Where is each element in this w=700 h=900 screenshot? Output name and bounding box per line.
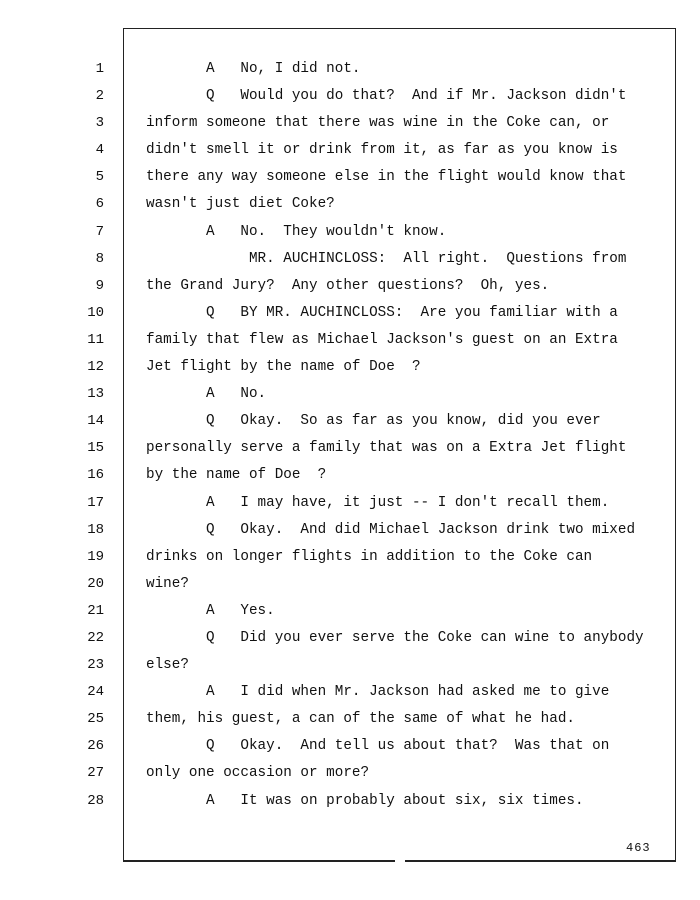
line-number: 13: [87, 386, 104, 403]
transcript-line: A Yes.: [146, 602, 275, 619]
transcript-line: Q BY MR. AUCHINCLOSS: Are you familiar with a: [146, 304, 618, 321]
line-number: 17: [87, 494, 104, 511]
transcript-line: Q Okay. And tell us about that? Was that on: [146, 738, 610, 755]
line-number: 19: [87, 548, 104, 565]
transcript-line: the Grand Jury? Any other questions? Oh, yes.: [146, 277, 550, 294]
line-number: 20: [87, 575, 104, 592]
transcript-body: [146, 56, 666, 815]
line-number: 6: [95, 196, 104, 213]
transcript-line: Q Okay. And did Michael Jackson drink two mixed: [146, 521, 636, 538]
line-number: 23: [87, 657, 104, 674]
transcript-line: Q Would you do that? And if Mr. Jackson didn't: [146, 88, 627, 105]
line-number: 3: [95, 115, 104, 132]
transcript-line: there any way someone else in the flight would know that: [146, 169, 627, 186]
transcript-line: A No, I did not.: [146, 61, 361, 77]
transcript-line: wasn't just diet Coke?: [146, 196, 335, 213]
line-number: 2: [95, 88, 104, 105]
line-number: 12: [87, 359, 104, 376]
transcript-line: Q Did you ever serve the Coke can wine to anybody: [146, 629, 644, 646]
line-number: 8: [95, 250, 104, 267]
line-number: 26: [87, 738, 104, 755]
transcript-line: personally serve a family that was on a Extra Jet flight: [146, 440, 627, 457]
transcript-line: MR. AUCHINCLOSS: All right. Questions from: [146, 250, 627, 267]
transcript-line: inform someone that there was wine in the Coke can, or: [146, 115, 610, 132]
transcript-line: Jet flight by the name of Doe ?: [146, 359, 421, 376]
line-number: 24: [87, 684, 104, 701]
transcript-line: them, his guest, a can of the same of what he had.: [146, 711, 575, 728]
line-number: 21: [87, 602, 104, 619]
line-number: 16: [87, 467, 104, 484]
line-number-column: [70, 56, 104, 815]
line-number: 14: [87, 413, 104, 430]
transcript-line: by the name of Doe ?: [146, 467, 327, 484]
line-number: 5: [95, 169, 104, 186]
line-number: 27: [87, 765, 104, 782]
line-number: 10: [87, 304, 104, 321]
line-number: 22: [87, 629, 104, 646]
line-number: 28: [87, 792, 104, 809]
transcript-line: A No. They wouldn't know.: [146, 223, 447, 240]
page-number: 463: [626, 841, 651, 855]
bottom-rule-gap: [395, 859, 405, 863]
line-number: 1: [95, 61, 104, 77]
line-number: 25: [87, 711, 104, 728]
transcript-line: family that flew as Michael Jackson's guest on an Extra: [146, 331, 618, 348]
transcript-line: A It was on probably about six, six times.: [146, 792, 584, 809]
line-number: 7: [95, 223, 104, 240]
line-number: 18: [87, 521, 104, 538]
transcript-line: wine?: [146, 575, 189, 592]
line-number: 15: [87, 440, 104, 457]
line-number: 4: [95, 142, 104, 159]
transcript-line: A I may have, it just -- I don't recall them.: [146, 494, 610, 511]
transcript-line: A No.: [146, 386, 267, 403]
transcript-line: else?: [146, 657, 189, 674]
line-number: 11: [87, 331, 104, 348]
transcript-line: A I did when Mr. Jackson had asked me to give: [146, 684, 610, 701]
transcript-line: Q Okay. So as far as you know, did you ever: [146, 413, 601, 430]
transcript-line: didn't smell it or drink from it, as far as you know is: [146, 142, 618, 159]
line-number: 9: [95, 277, 104, 294]
transcript-line: only one occasion or more?: [146, 765, 370, 782]
transcript-line: drinks on longer flights in addition to the Coke can: [146, 548, 593, 565]
